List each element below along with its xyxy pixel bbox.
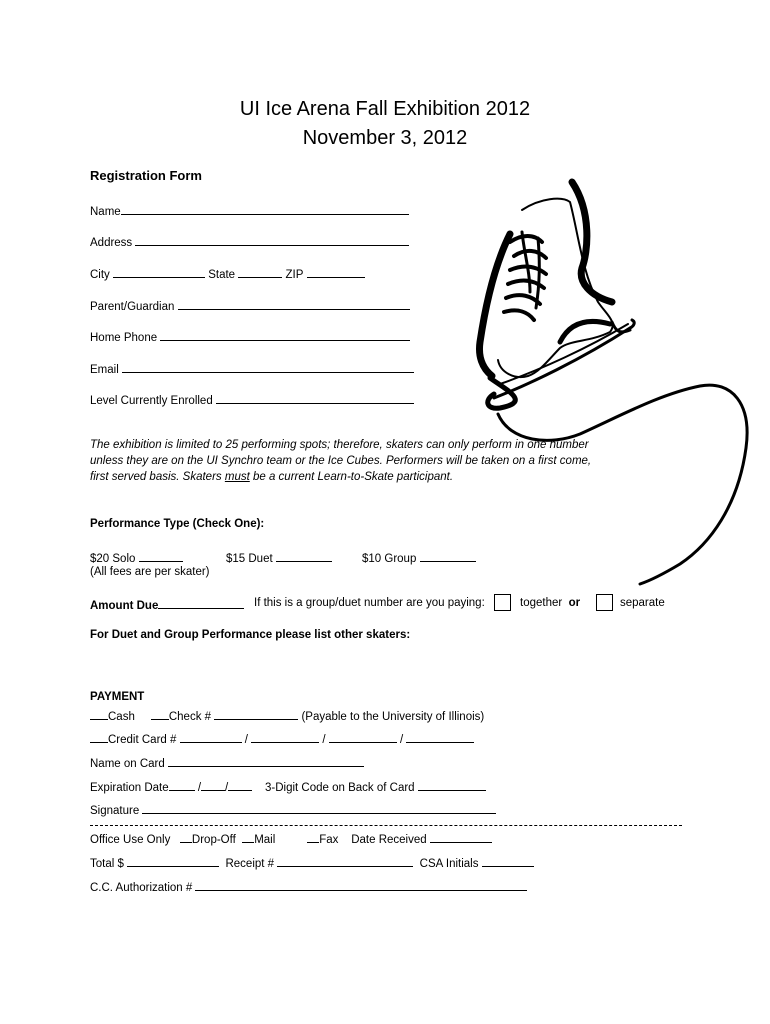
cc-auth-label: C.C. Authorization # (90, 882, 193, 894)
home-phone-field[interactable] (160, 328, 410, 341)
total-label: Total $ (90, 858, 124, 870)
signature-field[interactable] (142, 801, 496, 814)
parent-label: Parent/Guardian (90, 301, 175, 313)
separate-checkbox[interactable] (596, 594, 613, 611)
date-received-field[interactable] (430, 830, 492, 843)
csa-field[interactable] (482, 854, 534, 867)
city-field[interactable] (113, 265, 205, 278)
together-checkbox[interactable] (494, 594, 511, 611)
state-label: State (208, 269, 236, 281)
zip-field[interactable] (307, 265, 365, 278)
notice-emphasis: must (224, 471, 250, 483)
group-option (362, 549, 476, 567)
solo-label: $20 Solo (90, 553, 136, 565)
together-label (520, 596, 580, 611)
email-label: Email (90, 364, 119, 376)
date-received-label: Date Received (351, 834, 427, 846)
amount-due-row (90, 596, 244, 614)
state-field[interactable] (238, 265, 282, 278)
notice-text-1: The exhibition is limited to 25 performing spots; therefore, skaters can only perform in one number unless they are on the UI Synchro team or the Ice Cubes. Performers will be taken on a first come, first served basis. Skaters (90, 439, 592, 483)
performance-heading: Performance Type (Check One): (90, 518, 265, 530)
email-row (90, 360, 414, 378)
home-phone-row (90, 328, 410, 346)
expiration-row: Expiration Date / / 3-Digit Code on Back of Card (90, 778, 486, 796)
name-label: Name (90, 206, 121, 218)
notice-text-2: be a current Learn-to-Skate participant. (249, 471, 454, 483)
cvv-field[interactable] (418, 778, 486, 791)
level-label: Level Currently Enrolled (90, 395, 213, 407)
check-label: Check # (168, 711, 212, 723)
office-use-row (90, 830, 492, 848)
duet-field[interactable] (276, 549, 332, 562)
cvv-label: 3-Digit Code on Back of Card (265, 782, 415, 794)
office-divider (90, 825, 682, 826)
receipt-field[interactable] (277, 854, 413, 867)
fees-note: (All fees are per skater) (90, 566, 210, 578)
page-title: UI Ice Arena Fall Exhibition 2012 (239, 98, 531, 120)
fax-label: Fax (319, 834, 339, 846)
exp-month-field[interactable] (169, 778, 195, 791)
expiration-label: Expiration Date (90, 782, 169, 794)
dropoff-label: Drop-Off (191, 834, 236, 846)
total-row (90, 854, 534, 872)
name-on-card-row (90, 754, 364, 772)
check-number-field[interactable] (214, 707, 298, 720)
address-row (90, 233, 409, 251)
email-field[interactable] (122, 360, 414, 373)
level-field[interactable] (216, 391, 414, 404)
ice-skate-icon (470, 172, 760, 592)
amount-due-label: Amount Due (90, 600, 159, 612)
solo-field[interactable] (139, 549, 183, 562)
payment-heading: PAYMENT (90, 691, 145, 703)
cc-segment-1[interactable] (180, 730, 242, 743)
exp-year-field[interactable] (228, 778, 252, 791)
cc-segment-4[interactable] (406, 730, 474, 743)
payable-note: (Payable to the University of Illinois) (301, 711, 485, 723)
exp-day-field[interactable] (201, 778, 225, 791)
home-phone-label: Home Phone (90, 332, 158, 344)
csa-label: CSA Initials (419, 858, 479, 870)
duet-label: $15 Duet (226, 553, 273, 565)
name-row (90, 202, 409, 220)
signature-label: Signature (90, 805, 140, 817)
mail-blank[interactable] (242, 830, 254, 843)
name-on-card-label: Name on Card (90, 758, 165, 770)
zip-label: ZIP (285, 269, 304, 281)
address-field[interactable] (135, 233, 409, 246)
office-use-label: Office Use Only (90, 834, 171, 846)
cash-label: Cash (108, 711, 135, 723)
cc-auth-field[interactable] (195, 878, 527, 891)
other-skaters-heading: For Duet and Group Performance please list other skaters: (90, 629, 411, 641)
total-field[interactable] (127, 854, 219, 867)
address-label: Address (90, 237, 133, 249)
cc-auth-row (90, 878, 527, 896)
group-field[interactable] (420, 549, 476, 562)
dropoff-blank[interactable] (180, 830, 192, 843)
receipt-label: Receipt # (225, 858, 275, 870)
form-heading: Registration Form (90, 168, 202, 183)
cash-check-row (90, 707, 484, 725)
parent-field[interactable] (178, 297, 410, 310)
event-date: November 3, 2012 (302, 127, 468, 149)
city-state-zip-row (90, 265, 365, 283)
group-payment-question: If this is a group/duet number are you paying: (254, 597, 485, 609)
credit-card-blank[interactable] (90, 730, 108, 743)
together-text: together (520, 597, 563, 609)
level-row (90, 391, 414, 409)
check-blank[interactable] (151, 707, 169, 720)
amount-due-field[interactable] (158, 596, 244, 609)
name-on-card-field[interactable] (168, 754, 364, 767)
cash-field[interactable] (90, 707, 108, 720)
signature-row (90, 801, 496, 819)
mail-label: Mail (254, 834, 276, 846)
cc-segment-2[interactable] (251, 730, 319, 743)
duet-option (226, 549, 332, 567)
name-field[interactable] (121, 202, 409, 215)
group-label: $10 Group (362, 553, 417, 565)
parent-row (90, 297, 410, 315)
credit-card-label: Credit Card # (108, 734, 177, 746)
city-label: City (90, 269, 110, 281)
credit-card-row: Credit Card # / / / (90, 730, 474, 748)
cc-segment-3[interactable] (329, 730, 397, 743)
or-text: or (568, 597, 581, 609)
fax-blank[interactable] (307, 830, 319, 843)
separate-label: separate (620, 597, 665, 609)
